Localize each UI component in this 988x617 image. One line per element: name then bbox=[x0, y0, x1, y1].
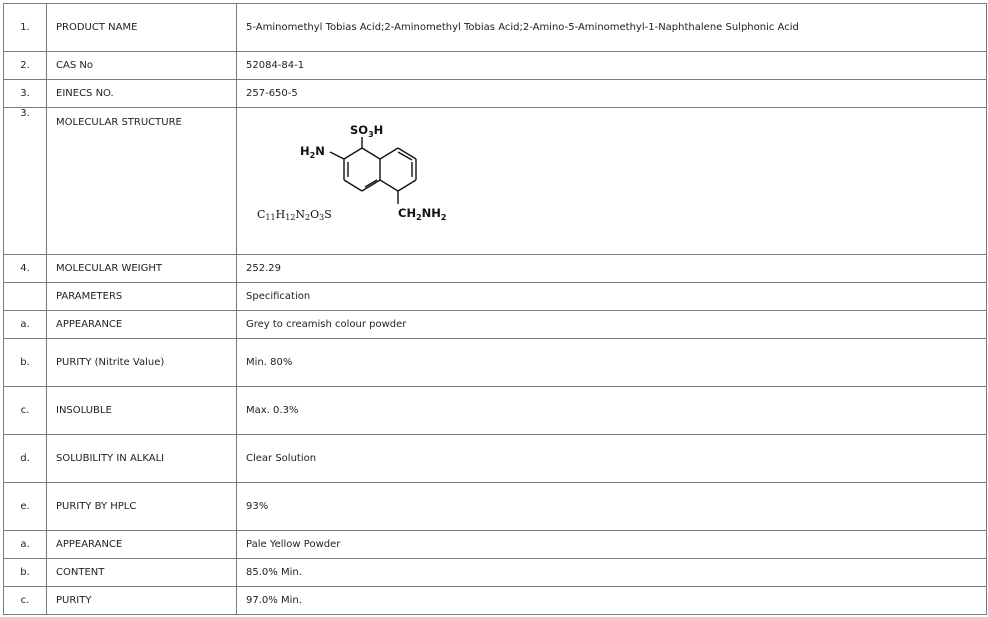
table-row bbox=[4, 80, 987, 108]
table-row bbox=[4, 387, 987, 435]
row-value: 5-Aminomethyl Tobias Acid;2-Aminomethyl Tobias Acid;2-Amino-5-Aminomethyl-1-Naphthalene Sulphonic Acid bbox=[237, 4, 987, 52]
naphthalene-ring bbox=[344, 148, 416, 191]
row-number: b. bbox=[4, 559, 47, 587]
table-row bbox=[4, 339, 987, 387]
row-number: e. bbox=[4, 483, 47, 531]
table-row bbox=[4, 4, 987, 52]
row-label: MOLECULAR WEIGHT bbox=[47, 255, 237, 283]
row-value: Grey to creamish colour powder bbox=[237, 311, 987, 339]
table-row bbox=[4, 587, 987, 615]
table-row bbox=[4, 108, 987, 255]
sulfo-group-label: $SO_3H$ bbox=[350, 123, 384, 139]
row-number: b. bbox=[4, 339, 47, 387]
row-value: Clear Solution bbox=[237, 435, 987, 483]
table-row bbox=[4, 283, 987, 311]
aminomethyl-group-label: $CH_2NH_2$ bbox=[398, 206, 447, 222]
row-label: PURITY BY HPLC bbox=[47, 483, 237, 531]
row-label: APPEARANCE bbox=[47, 311, 237, 339]
row-label: PURITY bbox=[47, 587, 237, 615]
row-value: 85.0% Min. bbox=[237, 559, 987, 587]
row-label: CAS No bbox=[47, 52, 237, 80]
row-value: 257-650-5 bbox=[237, 80, 987, 108]
row-label: CONTENT bbox=[47, 559, 237, 587]
row-value: Max. 0.3% bbox=[237, 387, 987, 435]
molecular-formula: C11H12N2O3S bbox=[257, 208, 332, 222]
row-number: c. bbox=[4, 387, 47, 435]
table-row bbox=[4, 531, 987, 559]
row-number: 3. bbox=[4, 80, 47, 108]
molecular-structure-cell bbox=[237, 108, 987, 255]
table-row bbox=[4, 483, 987, 531]
row-number: 3. bbox=[4, 108, 47, 255]
row-number bbox=[4, 283, 47, 311]
row-number: d. bbox=[4, 435, 47, 483]
row-label: INSOLUBLE bbox=[47, 387, 237, 435]
row-label: PRODUCT NAME bbox=[47, 4, 237, 52]
row-number: a. bbox=[4, 531, 47, 559]
row-number: 2. bbox=[4, 52, 47, 80]
row-number: 1. bbox=[4, 4, 47, 52]
row-label: SOLUBILITY IN ALKALI bbox=[47, 435, 237, 483]
row-value: 93% bbox=[237, 483, 987, 531]
row-label: APPEARANCE bbox=[47, 531, 237, 559]
molecular-structure-diagram bbox=[237, 108, 537, 253]
row-value: 97.0% Min. bbox=[237, 587, 987, 615]
amino-group-label: $H_2N$ bbox=[300, 144, 325, 160]
row-value: Min. 80% bbox=[237, 339, 987, 387]
row-number: 4. bbox=[4, 255, 47, 283]
row-label: PARAMETERS bbox=[47, 283, 237, 311]
table-row bbox=[4, 255, 987, 283]
table-row bbox=[4, 311, 987, 339]
row-value: Pale Yellow Powder bbox=[237, 531, 987, 559]
row-label: EINECS NO. bbox=[47, 80, 237, 108]
row-label bbox=[47, 339, 237, 387]
table-row bbox=[4, 435, 987, 483]
row-number: c. bbox=[4, 587, 47, 615]
row-number: a. bbox=[4, 311, 47, 339]
specification-table bbox=[3, 3, 987, 615]
table-row bbox=[4, 559, 987, 587]
amino-bond bbox=[330, 152, 344, 159]
row-value: 252.29 bbox=[237, 255, 987, 283]
row-value: 52084-84-1 bbox=[237, 52, 987, 80]
row-label-text: PURITY bbox=[56, 357, 92, 368]
table-row bbox=[4, 52, 987, 80]
row-label: MOLECULAR STRUCTURE bbox=[47, 108, 237, 255]
row-label-note: (Nitrite Value) bbox=[94, 357, 165, 368]
row-value: Specification bbox=[237, 283, 987, 311]
